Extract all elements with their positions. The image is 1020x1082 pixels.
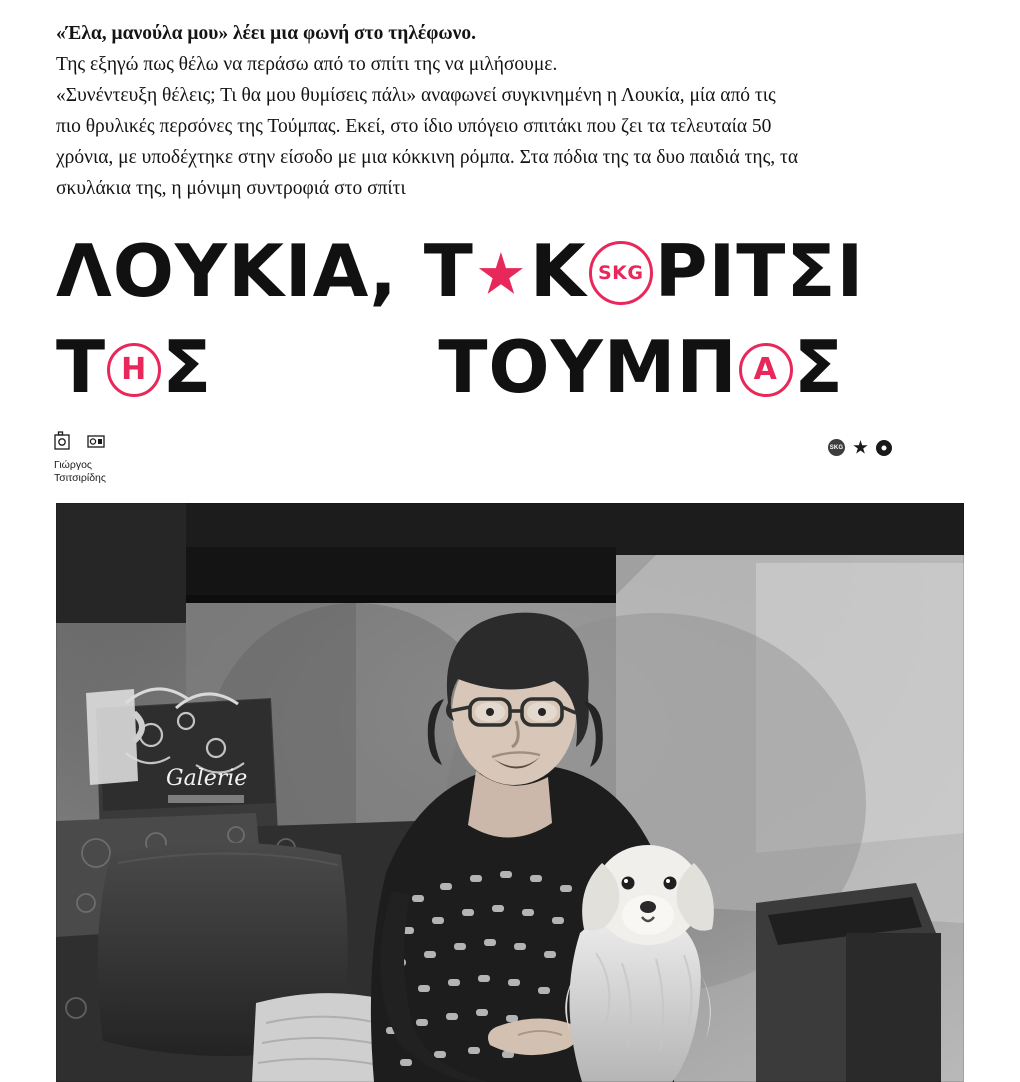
intro-line-5: χρόνια, με υποδέχτηκε στην είσοδο με μια κόκκινη ρόμπα. Στα πόδια της τα δυο παιδιά της, τα (56, 147, 799, 168)
intro-line-2: Της εξηγώ πως θέλω να περάσω από το σπίτι της να μιλήσουμε. (56, 54, 558, 75)
photographer-last-name: Τσιτσιρίδης (54, 472, 106, 484)
intro-line-3: «Συνέντευξη θέλεις; Τι θα μου θυμίσεις πάλι» αναφωνεί συγκινημένη η Λουκία, μία από τις (56, 85, 776, 106)
star-icon (478, 252, 524, 298)
skg-badge: SKG (589, 241, 653, 305)
double-arrow-icon (230, 354, 420, 384)
svg-text:Galerie: Galerie (166, 766, 248, 791)
headline-text-part-4: Τ (56, 325, 107, 409)
credit-icons (52, 430, 108, 452)
article-photo (56, 503, 964, 1082)
credits-row (52, 430, 964, 490)
headline-text-part-5: Σ (162, 325, 213, 409)
intro-line-6: σκυλάκια της, η μόνιμη συντροφιά στο σπίτι (56, 178, 406, 199)
headline-text-part-3: ΡΙΤΣΙ (654, 229, 865, 313)
film-icon (86, 430, 108, 452)
photo-canvas (56, 503, 964, 1082)
headline-text-part-6: ΤΟΥΜΠ (438, 325, 738, 409)
photographer-first-name: Γιώργος (54, 459, 92, 471)
target-icon (876, 440, 892, 456)
headline-text-part-2: Κ (529, 229, 587, 313)
intro-paragraph (56, 18, 966, 204)
intro-line-4: πιο θρυλικές περσόνες της Τούμπας. Εκεί, στο ίδιο υπόγειο σπιτάκι που ζει τα τελευταία 50 (56, 116, 772, 137)
headline-line-2 (56, 325, 966, 409)
page-title (56, 229, 966, 409)
circled-letter-eta: Η (107, 343, 161, 397)
intro-line-1: «Έλα, μανούλα μου» λέει μια φωνή στο τηλέφωνο. (56, 23, 477, 44)
headline-text-part-1: ΛΟΥΚΙΑ, Τ (56, 229, 474, 313)
headline-text-part-7: Σ (793, 325, 844, 409)
circled-letter-alpha: Α (739, 343, 793, 397)
headline-line-1 (56, 229, 966, 313)
skg-mini-badge: SKG (828, 439, 845, 456)
star-icon-small (853, 440, 868, 455)
brand-badges (828, 439, 892, 456)
photographer-credit (54, 459, 106, 485)
camera-icon (52, 430, 74, 452)
